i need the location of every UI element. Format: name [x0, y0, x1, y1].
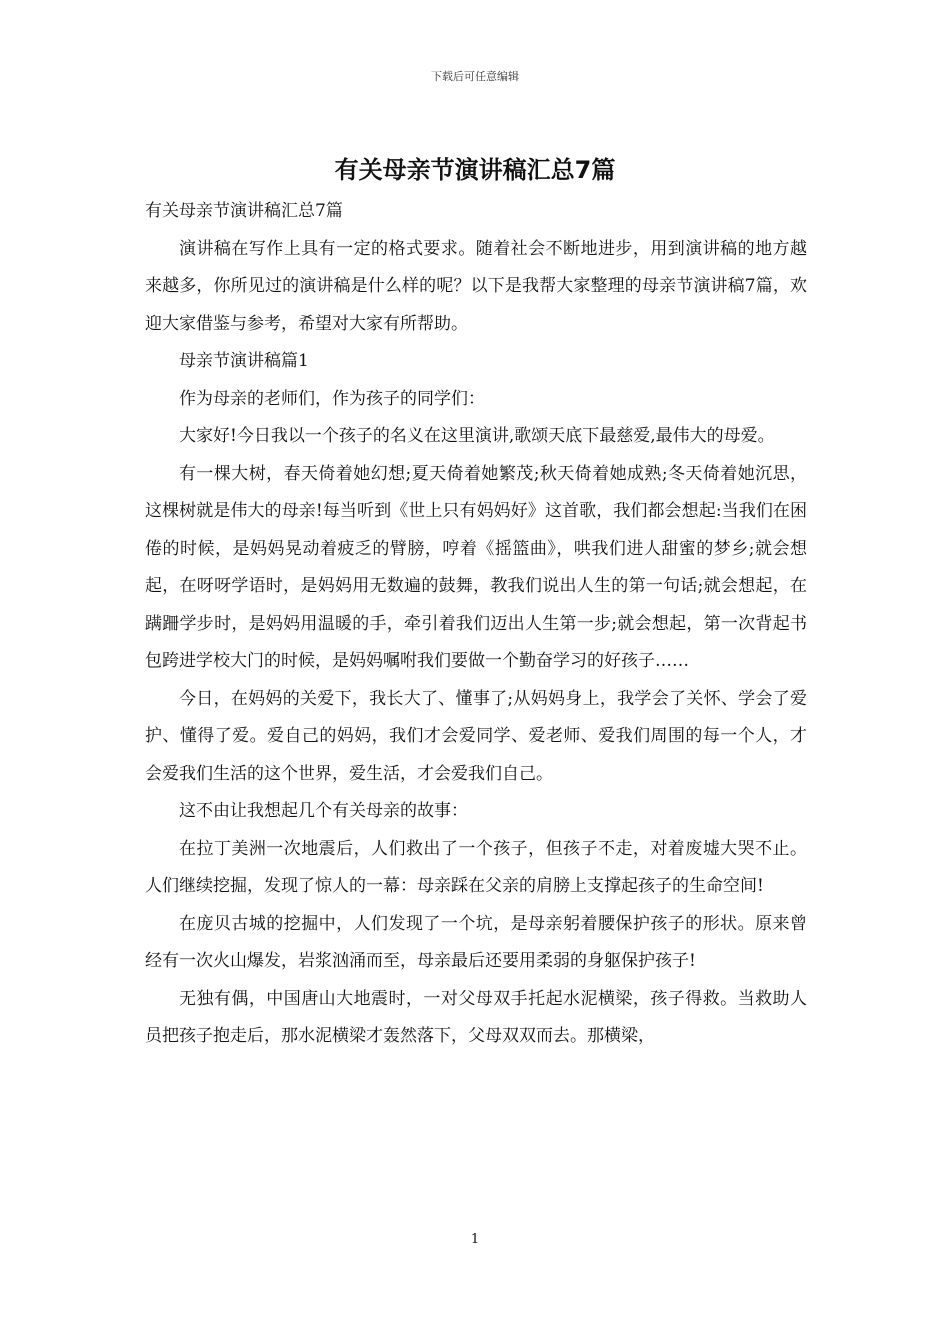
body-paragraph: 无独有偶，中国唐山大地震时，一对父母双手托起水泥横梁，孩子得救。当救助人员把孩子抱走后，那水泥横梁才轰然落下，父母双双而去。那横梁， — [145, 988, 807, 1046]
document-body — [145, 193, 807, 1056]
subtitle-paragraph: 有关母亲节演讲稿汇总7篇 — [145, 201, 343, 221]
salutation-paragraph: 作为母亲的老师们，作为孩子的同学们： — [179, 388, 485, 409]
body-paragraph: 大家好!今日我以一个孩子的名义在这里演讲,歌颂天底下最慈爱,最伟大的母爱。 — [179, 426, 775, 446]
page-number: 1 — [470, 1232, 480, 1247]
section-heading: 母亲节演讲稿篇1 — [179, 351, 309, 371]
body-paragraph: 在庞贝古城的挖掘中，人们发现了一个坑，是母亲躬着腰保护孩子的形状。原来曾经有一次火山爆发，岩浆汹涌而至，母亲最后还要用柔弱的身躯保护孩子! — [145, 913, 807, 971]
body-paragraph: 今日，在妈妈的关爱下，我长大了、懂事了;从妈妈身上，我学会了关怀、学会了爱护、懂得了爱。爱自己的妈妈，我们才会爱同学、爱老师、爱我们周围的每一个人，才会爱我们生活的这个世界，爱生活，才会爱我们自己。 — [145, 688, 807, 784]
body-paragraph: 在拉丁美洲一次地震后，人们救出了一个孩子，但孩子不走，对着废墟大哭不止。人们继续挖掘，发现了惊人的一幕：母亲踩在父亲的肩膀上支撑起孩子的生命空间! — [145, 838, 807, 896]
header-note: 下载后可任意编辑 — [431, 70, 519, 83]
intro-paragraph: 演讲稿在写作上具有一定的格式要求。随着社会不断地进步，用到演讲稿的地方越来越多，你所见过的演讲稿是什么样的呢？以下是我帮大家整理的母亲节演讲稿7篇，欢迎大家借鉴与参考，希望对大家有所帮助。 — [145, 238, 807, 334]
body-paragraph: 有一棵大树，春天倚着她幻想;夏天倚着她繁茂;秋天倚着她成熟;冬天倚着她沉思，这棵树就是伟大的母亲!每当听到《世上只有妈妈好》这首歌，我们都会想起:当我们在困倦的时候，是妈妈晃动着疲乏的臂膀，哼着《摇篮曲》，哄我们进人甜蜜的梦乡;就会想起，在呀呀学语时，是妈妈用无数遍的鼓舞，教我们说出人生的第一句话;就会想起，在蹒跚学步时，是妈妈用温暖的手，牵引着我们迈出人生第一步;就会想起，第一次背起书包跨进学校大门的时候，是妈妈嘱咐我们要做一个勤奋学习的好孩子…… — [145, 463, 807, 671]
body-paragraph: 这不由让我想起几个有关母亲的故事： — [179, 801, 468, 821]
document-title: 有关母亲节演讲稿汇总7篇 — [334, 156, 616, 184]
